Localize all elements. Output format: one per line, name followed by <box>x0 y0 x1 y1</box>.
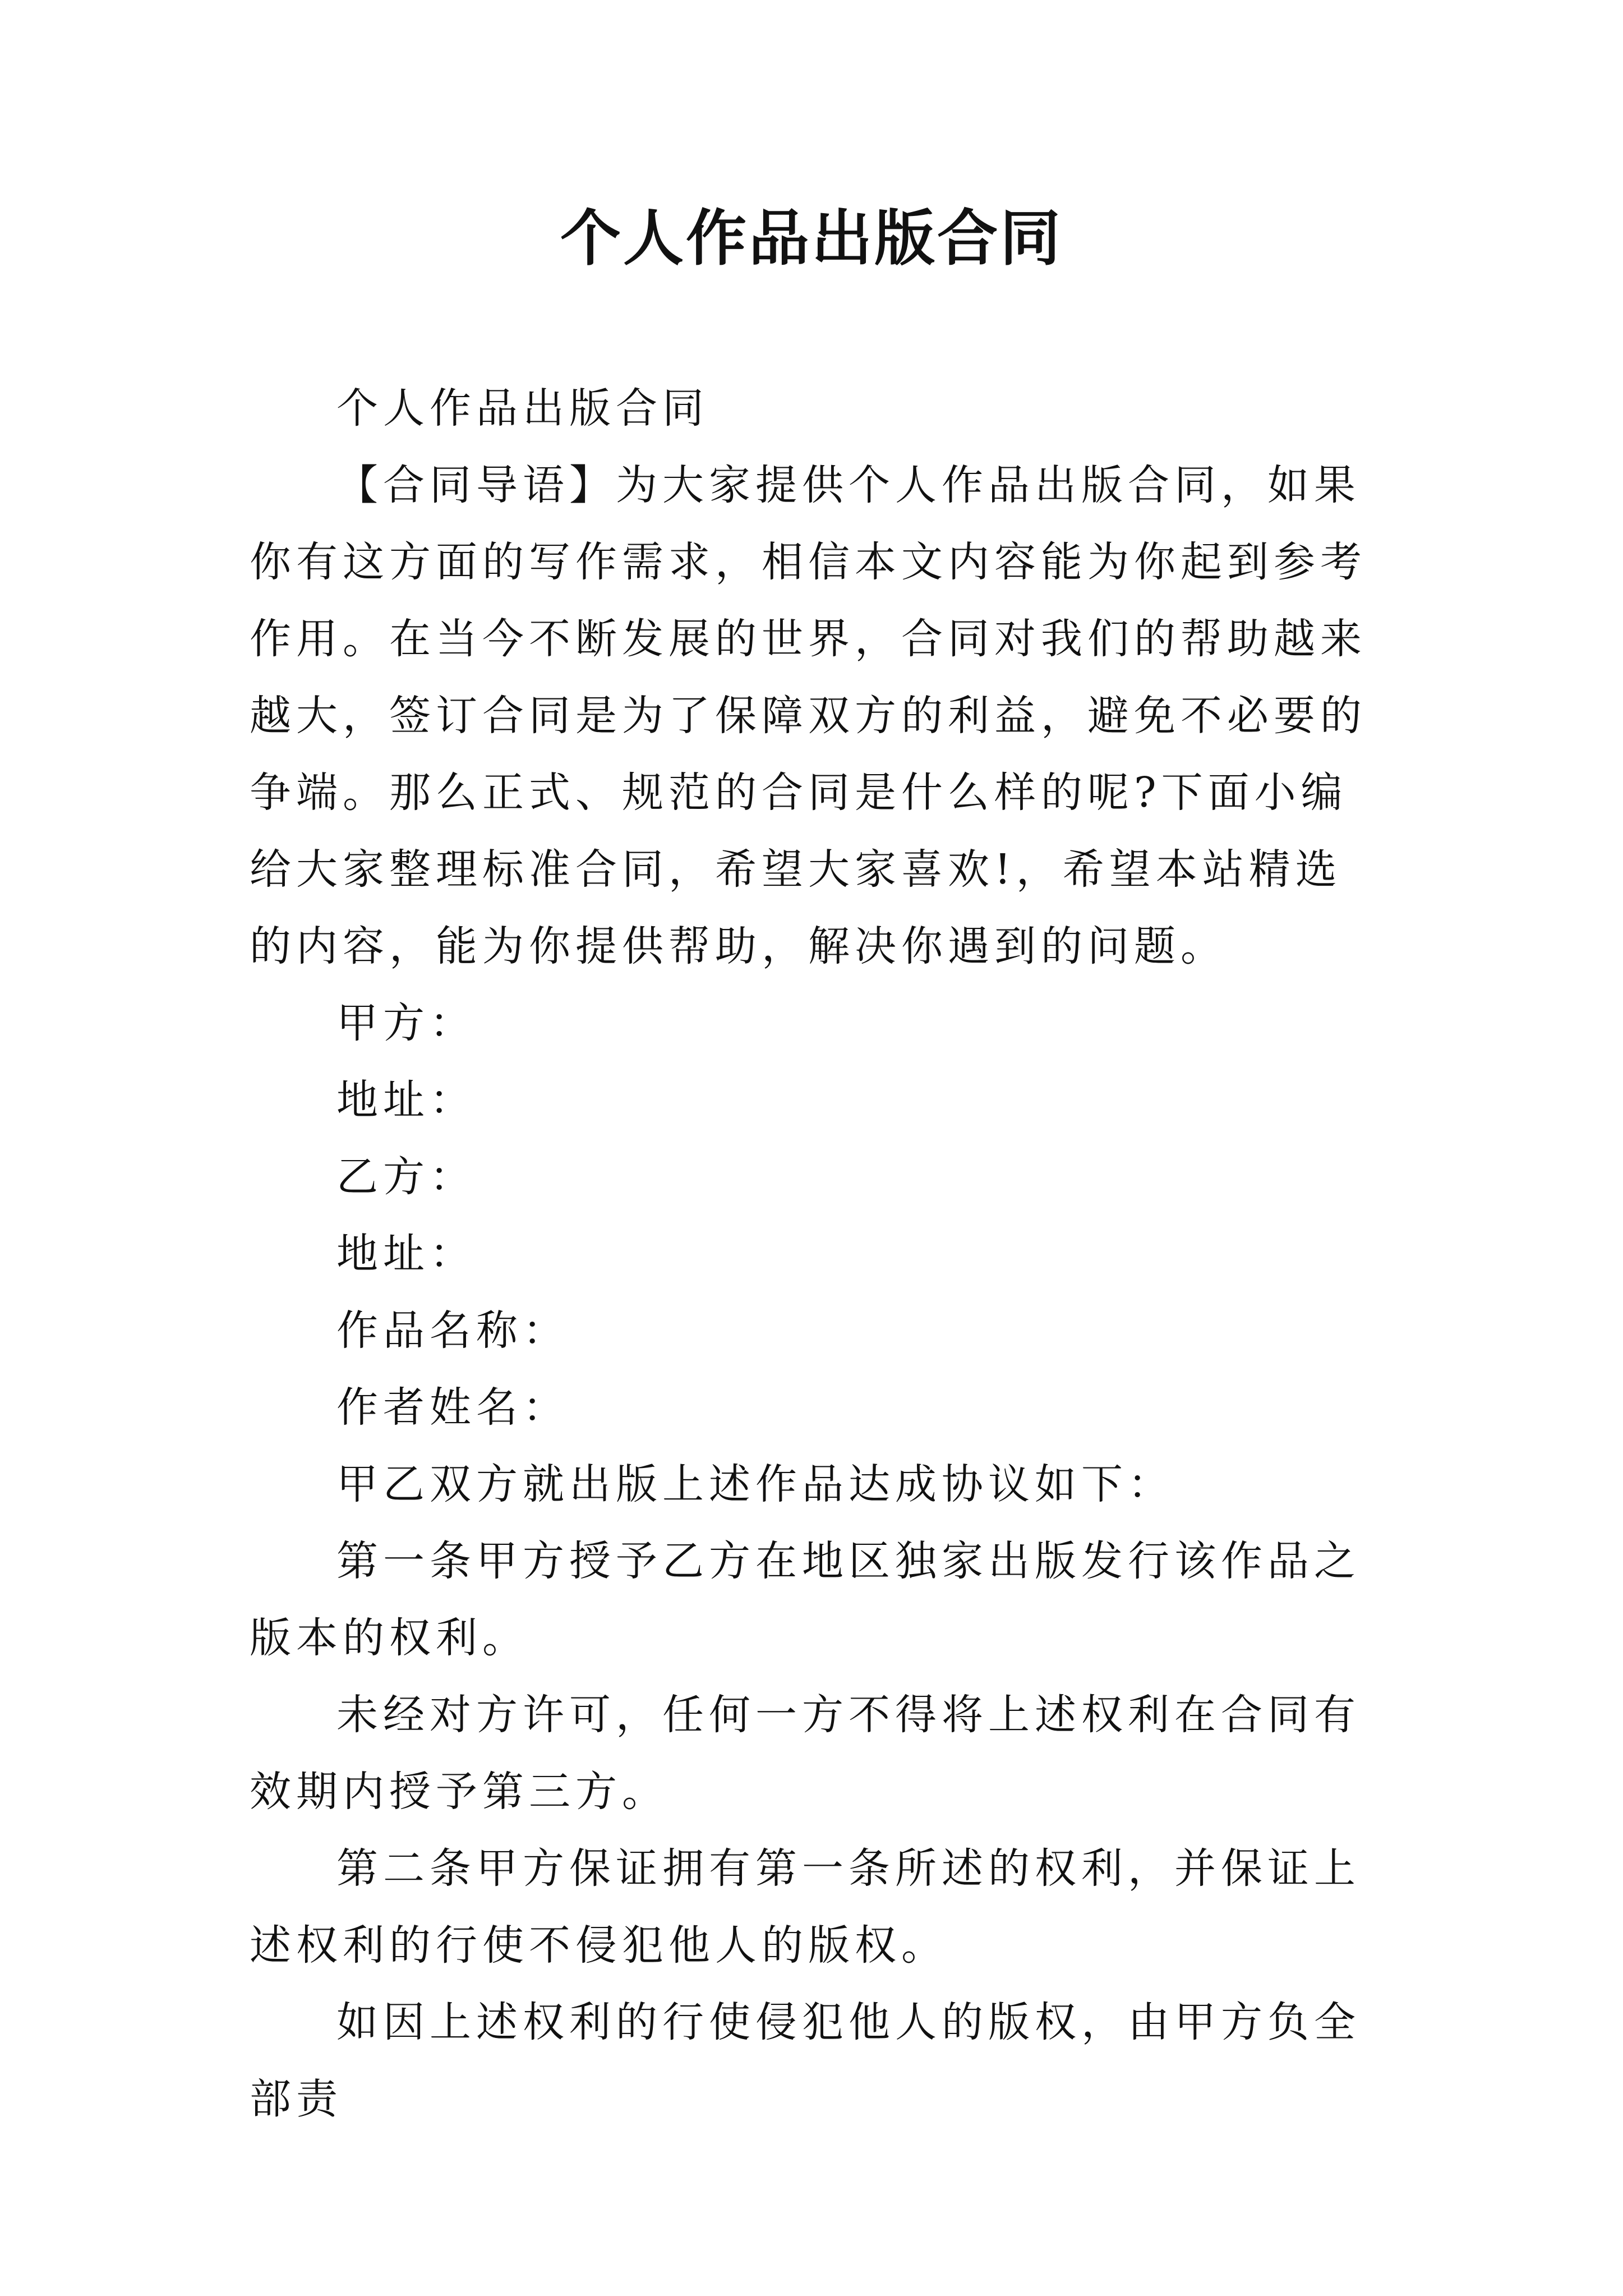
field-party-a: 甲方： <box>336 999 476 1047</box>
clause-article-2: 第二条甲方保证拥有第一条所述的权利，并保证上述权利的行使不侵犯他人的版权。 <box>250 1844 1361 1970</box>
document-body <box>250 370 1382 2138</box>
paragraph-subtitle: 个人作品出版合同 <box>336 384 709 432</box>
field-party-b-address: 地址： <box>336 1230 476 1278</box>
paragraph-intro: 【合同导语】为大家提供个人作品出版合同，如果你有这方面的写作需求，相信本文内容能为你起到参考作用。在当今不断发展的世界，合同对我们的帮助越来越大，签订合同是为了保障双方的利益，避免不必要的争端。那么正式、规范的合同是什么样的呢?下面小编给大家整理标准合同，希望大家喜欢!，希望本站精选的内容，能为你提供帮助，解决你遇到的问题。 <box>250 461 1367 970</box>
field-party-b: 乙方： <box>336 1153 476 1201</box>
clause-article-2-note: 如因上述权利的行使侵犯他人的版权，由甲方负全部责 <box>250 1998 1361 2123</box>
field-party-a-address: 地址： <box>336 1076 476 1124</box>
field-work-title: 作品名称： <box>336 1306 569 1355</box>
paragraph-agreement-intro: 甲乙双方就出版上述作品达成协议如下： <box>336 1460 1174 1508</box>
clause-article-1-note: 未经对方许可，任何一方不得将上述权利在合同有效期内授予第三方。 <box>250 1691 1361 1816</box>
field-author-name: 作者姓名： <box>336 1383 569 1432</box>
document-title: 个人作品出版合同 <box>560 203 1063 274</box>
clause-article-1: 第一条甲方授予乙方在地区独家出版发行该作品之版本的权利。 <box>250 1537 1361 1662</box>
